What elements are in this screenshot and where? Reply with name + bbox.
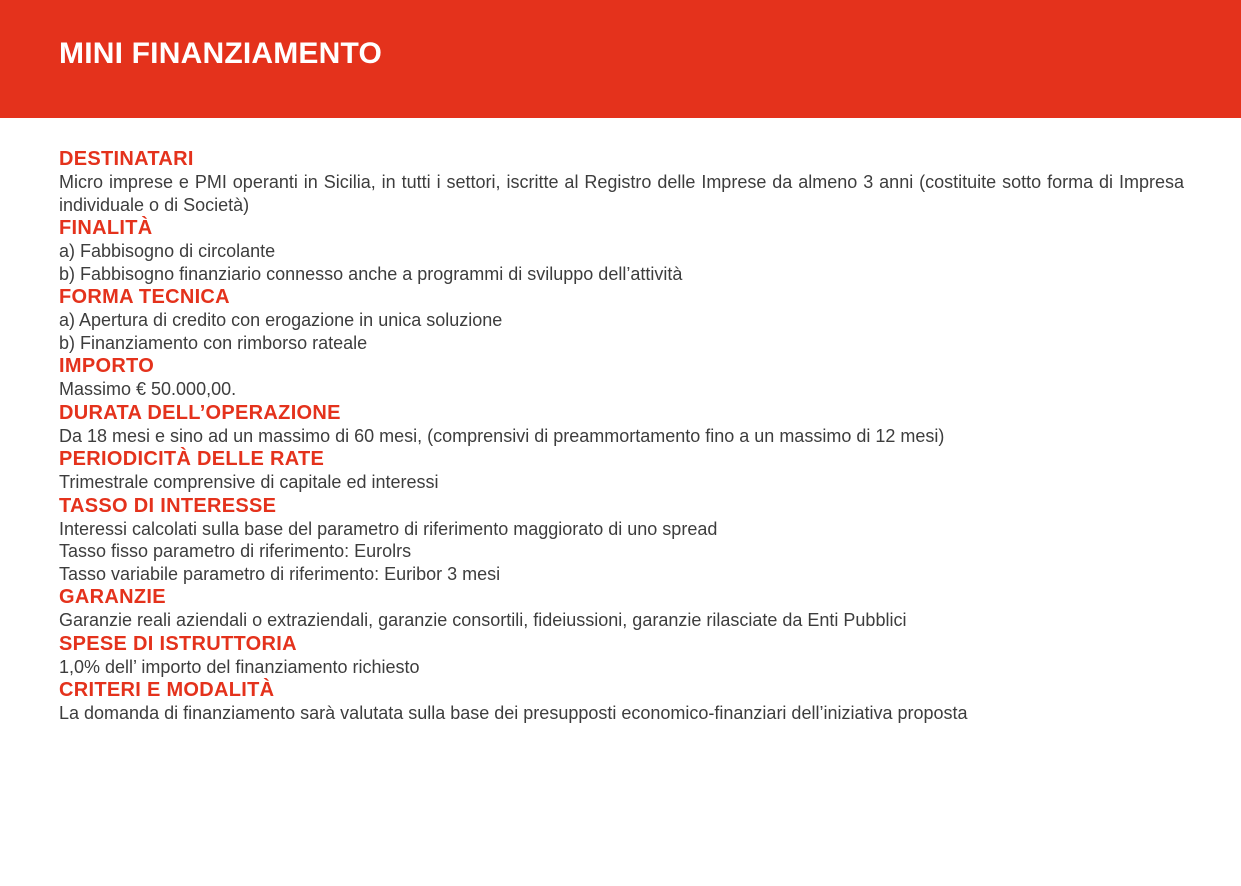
section-spese bbox=[59, 632, 1184, 679]
section-text: a) Fabbisogno di circolante bbox=[59, 241, 276, 261]
section-durata bbox=[59, 401, 1184, 448]
section-heading: PERIODICITÀ DELLE RATE bbox=[59, 448, 325, 470]
section-tasso bbox=[59, 494, 1184, 586]
section-heading: SPESE DI ISTRUTTORIA bbox=[59, 632, 297, 655]
section-text: La domanda di finanziamento sarà valutata sulla base dei presupposti economico-finanziari dell’iniziativa proposta bbox=[59, 703, 968, 723]
section-text: 1,0% dell’ importo del finanziamento richiesto bbox=[59, 656, 420, 677]
section-garanzie bbox=[59, 585, 1184, 632]
section-text: Micro imprese e PMI operanti in Sicilia, in tutti i settori, iscritte al Registro delle Imprese da almeno 3 anni (costituite sotto forma di Impresa individuale o di Società) bbox=[59, 172, 1184, 215]
section-text: b) Finanziamento con rimborso rateale bbox=[59, 332, 368, 353]
section-heading: IMPORTO bbox=[59, 355, 155, 377]
section-criteri bbox=[59, 678, 1184, 725]
section-periodicita bbox=[59, 447, 1184, 494]
section-text: b) Fabbisogno finanziario connesso anche a programmi di sviluppo dell’attività bbox=[59, 263, 683, 284]
section-heading: DESTINATARI bbox=[59, 148, 194, 170]
section-heading: FINALITÀ bbox=[59, 217, 153, 239]
section-text: Garanzie reali aziendali o extraziendali, garanzie consortili, fideiussioni, garanzie rilasciate da Enti Pubblici bbox=[59, 610, 907, 630]
section-text: Interessi calcolati sulla base del parametro di riferimento maggiorato di uno spread bbox=[59, 518, 718, 539]
section-importo bbox=[59, 354, 1184, 401]
section-text: Tasso fisso parametro di riferimento: Eurolrs bbox=[59, 541, 412, 561]
section-text: Massimo € 50.000,00. bbox=[59, 379, 237, 399]
section-heading: GARANZIE bbox=[59, 586, 166, 608]
content-body bbox=[59, 147, 1184, 725]
section-heading: FORMA TECNICA bbox=[59, 286, 230, 308]
section-text: Trimestrale comprensive di capitale ed interessi bbox=[59, 472, 439, 492]
header-banner bbox=[0, 0, 1241, 118]
section-heading: DURATA DELL’OPERAZIONE bbox=[59, 401, 341, 424]
section-heading: CRITERI E MODALITÀ bbox=[59, 679, 275, 701]
section-destinatari bbox=[59, 147, 1184, 216]
section-finalita bbox=[59, 216, 1184, 285]
section-forma-tecnica bbox=[59, 285, 1184, 354]
section-heading: TASSO DI INTERESSE bbox=[59, 494, 277, 517]
section-text: a) Apertura di credito con erogazione in unica soluzione bbox=[59, 310, 503, 330]
section-text: Tasso variabile parametro di riferimento: Euribor 3 mesi bbox=[59, 563, 501, 584]
section-text: Da 18 mesi e sino ad un massimo di 60 mesi, (comprensivi di preammortamento fino a un massimo di 12 mesi) bbox=[59, 425, 945, 446]
page-title: MINI FINANZIAMENTO bbox=[59, 37, 383, 70]
